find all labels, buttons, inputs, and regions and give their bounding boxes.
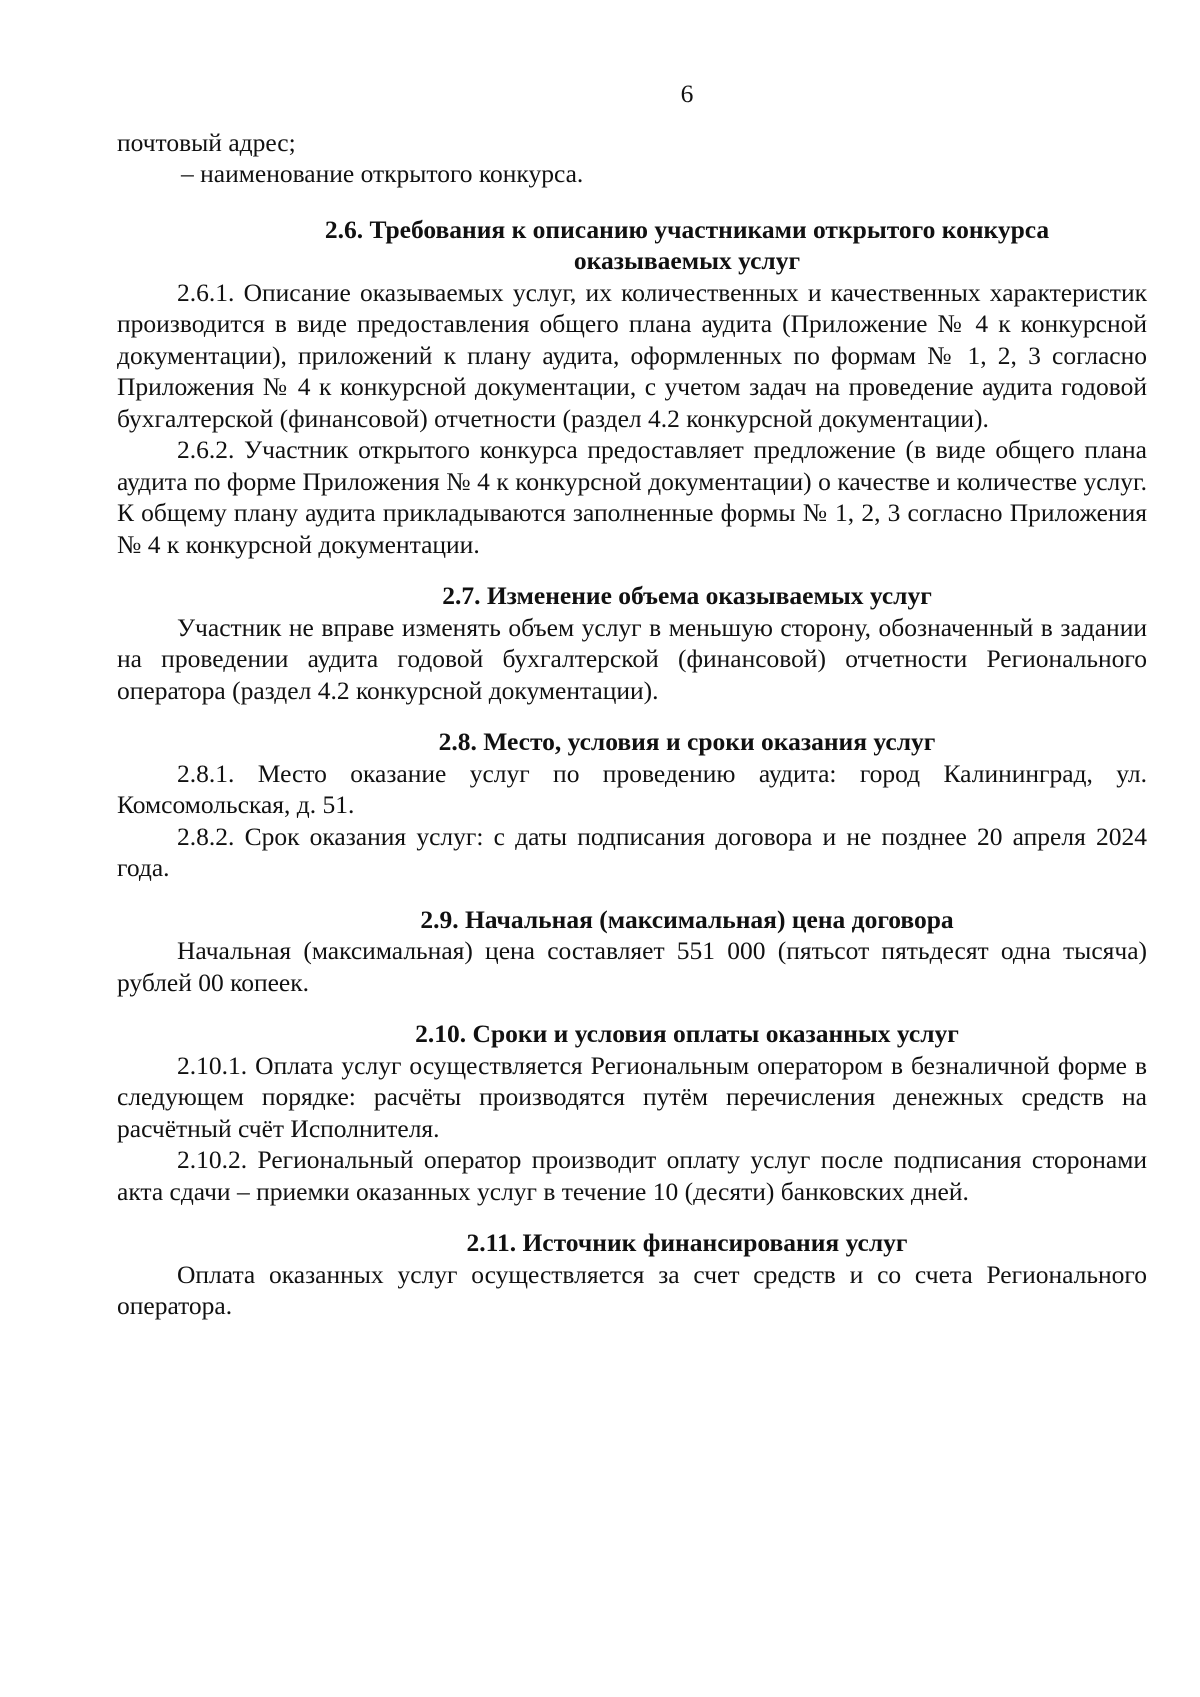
- intro-dash-item: – наименование открытого конкурса.: [181, 159, 584, 188]
- section-2-7-title: 2.7. Изменение объема оказываемых услуг: [442, 581, 932, 610]
- section-2-6-title-line2: оказываемых услуг: [573, 246, 801, 275]
- section-2-9-paragraph-1: Начальная (максимальная) цена составляет 551 000 (пятьсот пятьдесят одна тысяча) рублей 00 копеек.: [117, 936, 1147, 997]
- section-2-6-paragraph-1: 2.6.1. Описание оказываемых услуг, их количественных и качественных характеристик производится в виде предоставления общего плана аудита (Приложение № 4 к конкурсной документации), приложений к плану аудита, оформленных по формам № 1, 2, 3 согласно Приложения № 4 к конкурсной документации, с учетом задач на проведение аудита годовой бухгалтерской (финансовой) отчетности (раздел 4.2 конкурсной документации).: [117, 277, 1147, 433]
- section-2-6-title-line1: 2.6. Требования к описанию участниками открытого конкурса: [324, 214, 1050, 244]
- section-2-6-paragraph-2: 2.6.2. Участник открытого конкурса предоставляет предложение (в виде общего плана аудита по форме Приложения № 4 к конкурсной документации) о качестве и количестве услуг. К общему плану аудита прикладываются заполненные формы № 1, 2, 3 согласно Приложения № 4 к конкурсной документации.: [117, 435, 1147, 559]
- section-2-11-title: 2.11. Источник финансирования услуг: [466, 1228, 908, 1257]
- page-number: 6: [680, 79, 694, 108]
- section-2-10: [117, 1018, 1147, 1207]
- document-page: [117, 78, 1147, 1322]
- section-2-6: [117, 214, 1147, 561]
- section-2-11: [117, 1227, 1147, 1322]
- section-2-10-paragraph-1: 2.10.1. Оплата услуг осуществляется Региональным оператором в безналичной форме в следующем порядке: расчёты производятся путём перечисления денежных средств на расчётный счёт Исполнителя.: [117, 1050, 1147, 1143]
- section-2-11-paragraph-1: Оплата оказанных услуг осуществляется за счет средств и со счета Регионального оператора.: [117, 1259, 1147, 1320]
- section-2-10-title: 2.10. Сроки и условия оплаты оказанных услуг: [415, 1019, 959, 1048]
- section-2-8-paragraph-1: 2.8.1. Место оказание услуг по проведению аудита: город Калининград, ул. Комсомольская, д. 51.: [117, 758, 1147, 819]
- section-2-9: [117, 904, 1147, 999]
- section-2-10-paragraph-2: 2.10.2. Региональный оператор производит оплату услуг после подписания сторонами акта сдачи – приемки оказанных услуг в течение 10 (десяти) банковских дней.: [117, 1145, 1147, 1206]
- section-2-8: [117, 726, 1147, 884]
- intro-line: почтовый адрес;: [117, 127, 296, 157]
- section-2-9-title: 2.9. Начальная (максимальная) цена договора: [420, 904, 954, 934]
- section-2-7: [117, 580, 1147, 706]
- intro-block: [117, 127, 1147, 190]
- section-2-8-paragraph-2: 2.8.2. Срок оказания услуг: с даты подписания договора и не позднее 20 апреля 2024 года.: [117, 821, 1147, 882]
- section-2-8-title: 2.8. Место, условия и сроки оказания услуг: [438, 727, 936, 756]
- section-2-7-paragraph-1: Участник не вправе изменять объем услуг в меньшую сторону, обозначенный в задании на проведении аудита годовой бухгалтерской (финансовой) отчетности Регионального оператора (раздел 4.2 конкурсной документации).: [117, 612, 1147, 705]
